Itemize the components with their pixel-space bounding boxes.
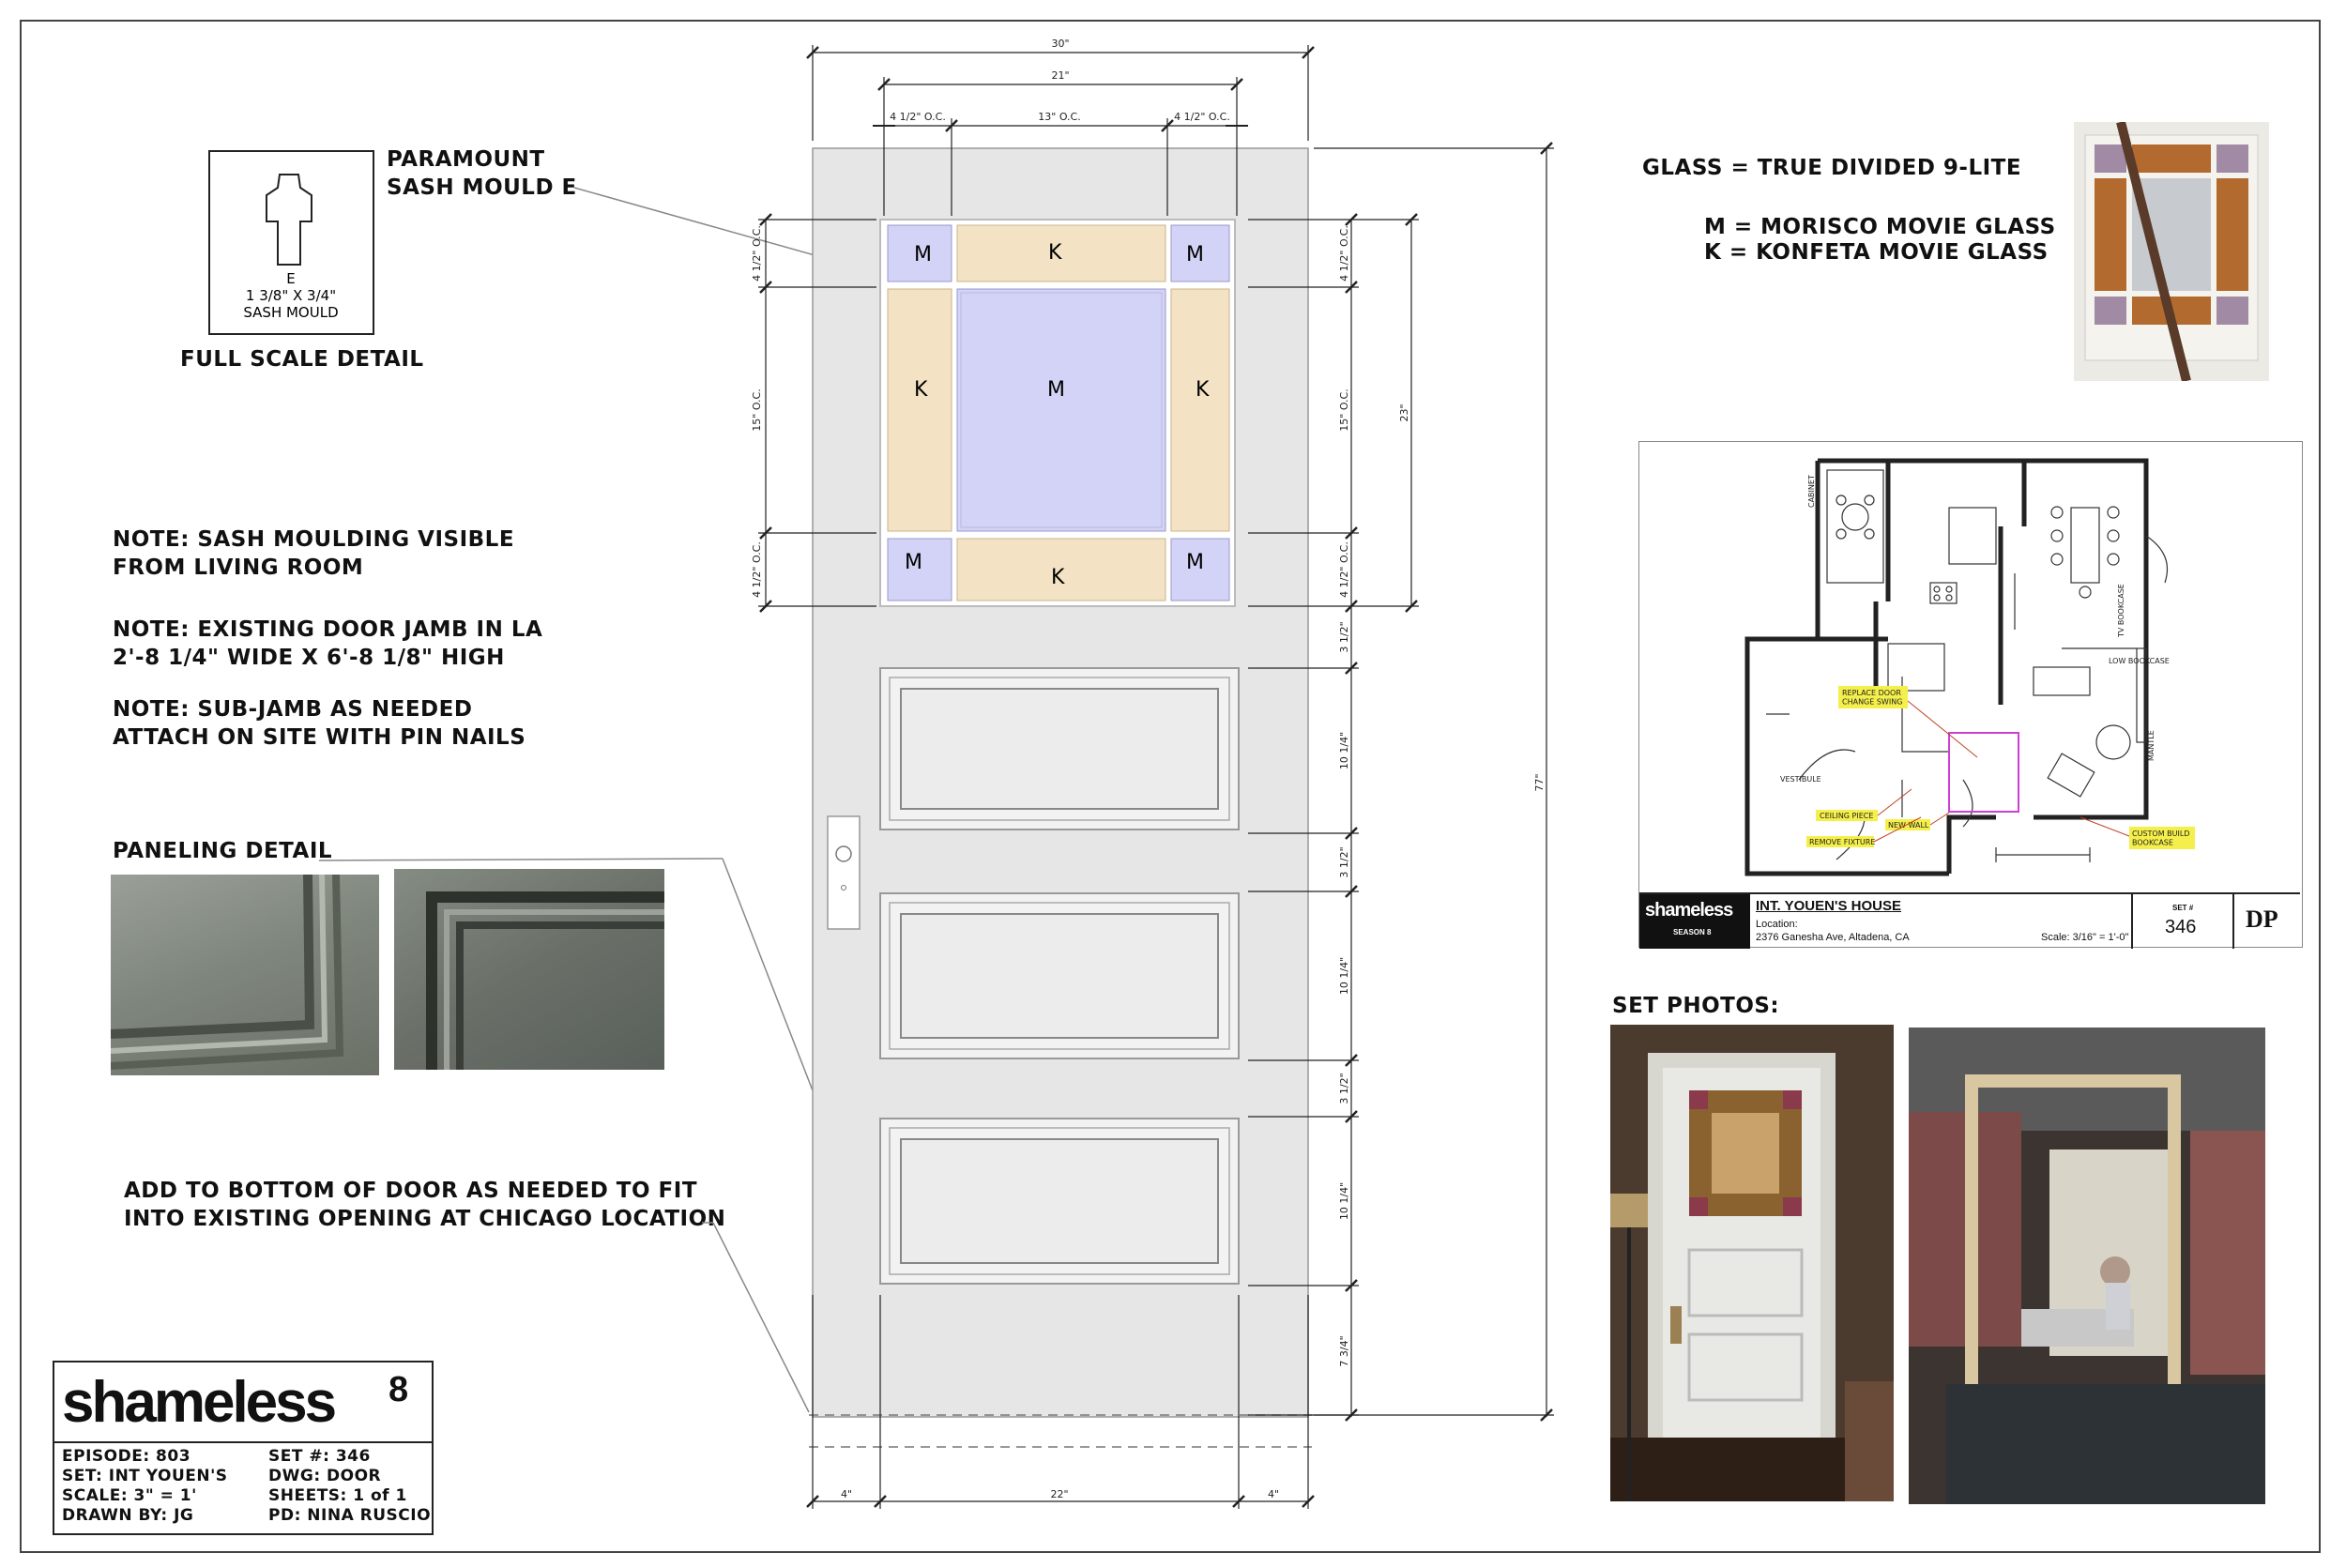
dim-right-oc-1: 4 1/2" O.C. <box>1338 225 1350 282</box>
set-number: SET #: 346 <box>268 1447 371 1466</box>
floor-plan <box>1638 441 2303 948</box>
fp-cabinet: CABINET <box>1807 475 1816 508</box>
scale: SCALE: 3" = 1' <box>62 1486 197 1505</box>
detail-box-name: SASH MOULD <box>243 304 339 321</box>
dim-panel-3: 10 1/4" <box>1338 1181 1350 1221</box>
fp-replace-door: REPLACE DOOR CHANGE SWING <box>1842 689 1903 707</box>
dim-bottom-right: 4" <box>1267 1488 1280 1500</box>
replace-door-outline <box>1949 733 2018 812</box>
note-sash-visible: NOTE: SASH MOULDING VISIBLE FROM LIVING ROOM <box>113 527 515 580</box>
fp-set-number: 346 <box>2165 917 2197 937</box>
fp-dp: DP <box>2246 906 2278 933</box>
detail-box-letter: E <box>286 270 296 287</box>
lockset-plate <box>828 816 860 929</box>
dim-top-oc-2: 13" O.C. <box>1038 111 1081 123</box>
door-knob <box>836 846 851 861</box>
bottom-note: ADD TO BOTTOM OF DOOR AS NEEDED TO FIT INTO EXISTING OPENING AT CHICAGO LOCATION <box>124 1179 726 1231</box>
lite-k-right <box>1171 289 1229 531</box>
lite-label-m1: M <box>914 243 932 266</box>
dim-right-oc-2: 15" O.C. <box>1338 388 1350 432</box>
lite-label-m5: M <box>1186 551 1204 574</box>
dim-rail-2: 3 1/2" <box>1338 846 1350 878</box>
fp-tv-bookcase: TV BOOKCASE <box>2117 584 2125 637</box>
dim-panel-2: 10 1/4" <box>1338 956 1350 996</box>
lite-label-k1: K <box>1048 241 1062 265</box>
fp-low-bookcase: LOW BOOKCASE <box>2109 657 2170 665</box>
title-block-logo: shameless <box>62 1370 335 1435</box>
dim-overall-width: 30" <box>1051 38 1070 50</box>
set-photos-label: SET PHOTOS: <box>1612 994 1780 1018</box>
set-photo-room <box>1909 1028 2265 1504</box>
note-sub-jamb: NOTE: SUB-JAMB AS NEEDED ATTACH ON SITE WITH PIN NAILS <box>113 697 526 750</box>
pd: PD: NINA RUSCIO <box>268 1506 432 1525</box>
sheets: SHEETS: 1 of 1 <box>268 1486 407 1505</box>
glass-spec-line3: K = KONFETA MOVIE GLASS <box>1704 240 2049 265</box>
lite-label-k2: K <box>914 378 928 402</box>
dim-left-oc-2: 15" O.C. <box>751 388 763 432</box>
dim-overall-height: 77" <box>1533 773 1546 792</box>
dim-bottom-left: 4" <box>840 1488 853 1500</box>
detail-title: PARAMOUNT SASH MOULD E <box>387 147 577 200</box>
dim-rail-1: 3 1/2" <box>1338 621 1350 653</box>
dim-panel-1: 10 1/4" <box>1338 731 1350 770</box>
fp-set-label: SET # <box>2172 904 2194 912</box>
lite-label-m4: M <box>905 551 922 574</box>
dim-rail-3: 3 1/2" <box>1338 1073 1350 1104</box>
dim-top-oc-3: 4 1/2" O.C. <box>1174 111 1230 123</box>
detail-box-size: 1 3/8" X 3/4" <box>245 287 337 304</box>
note-door-jamb: NOTE: EXISTING DOOR JAMB IN LA 2'-8 1/4" WIDE X 6'-8 1/8" HIGH <box>113 617 543 670</box>
dim-left-oc-3: 4 1/2" O.C. <box>751 541 763 598</box>
fp-custom-bookcase: CUSTOM BUILD BOOKCASE <box>2132 830 2190 847</box>
fp-ceiling-piece: CEILING PIECE <box>1820 812 1874 820</box>
floorplan-title-block <box>1639 892 2300 949</box>
fp-remove-fixture: REMOVE FIXTURE <box>1809 838 1876 846</box>
lite-m-center <box>957 289 1165 531</box>
dim-bottom-middle: 22" <box>1050 1488 1069 1500</box>
fp-mantle: MANTLE <box>2147 730 2156 761</box>
dim-top-oc-1: 4 1/2" O.C. <box>890 111 946 123</box>
dim-glass-height: 23" <box>1398 403 1410 422</box>
dim-left-oc-1: 4 1/2" O.C. <box>751 225 763 282</box>
fp-logo: shameless <box>1645 900 1733 921</box>
set-name: SET: INT YOUEN'S <box>62 1467 228 1485</box>
fp-logo-box <box>1639 894 1750 949</box>
fp-title: INT. YOUEN'S HOUSE <box>1756 898 1901 914</box>
paneling-detail-label: PANELING DETAIL <box>113 839 333 863</box>
dim-glass-width: 21" <box>1051 69 1070 82</box>
lite-label-k3: K <box>1196 378 1210 402</box>
full-scale-label: FULL SCALE DETAIL <box>180 347 424 372</box>
fp-new-wall: NEW WALL <box>1888 821 1929 830</box>
dim-right-oc-3: 4 1/2" O.C. <box>1338 541 1350 598</box>
fp-vestibule: VESTIBULE <box>1780 775 1821 784</box>
dim-bottom-rail: 7 3/4" <box>1338 1335 1350 1367</box>
lite-label-k4: K <box>1051 566 1065 589</box>
fp-location: 2376 Ganesha Ave, Altadena, CA <box>1756 932 1910 943</box>
episode: EPISODE: 803 <box>62 1447 191 1466</box>
dwg: DWG: DOOR <box>268 1467 382 1485</box>
fp-location-label: Location: <box>1756 919 1798 930</box>
lite-k-left <box>888 289 952 531</box>
lite-label-m2: M <box>1186 243 1204 266</box>
title-block-logo-number: 8 <box>388 1370 409 1409</box>
glass-spec-line2: M = MORISCO MOVIE GLASS <box>1704 215 2056 239</box>
glass-spec-line1: GLASS = TRUE DIVIDED 9-LITE <box>1642 156 2022 180</box>
drawn-by: DRAWN BY: JG <box>62 1506 194 1525</box>
lite-label-m3: M <box>1047 378 1065 402</box>
fp-season: SEASON 8 <box>1673 928 1712 936</box>
glass-photo <box>2074 122 2269 381</box>
set-photo-door <box>1610 1025 1894 1501</box>
fp-scale: Scale: 3/16" = 1'-0" <box>2041 932 2129 943</box>
